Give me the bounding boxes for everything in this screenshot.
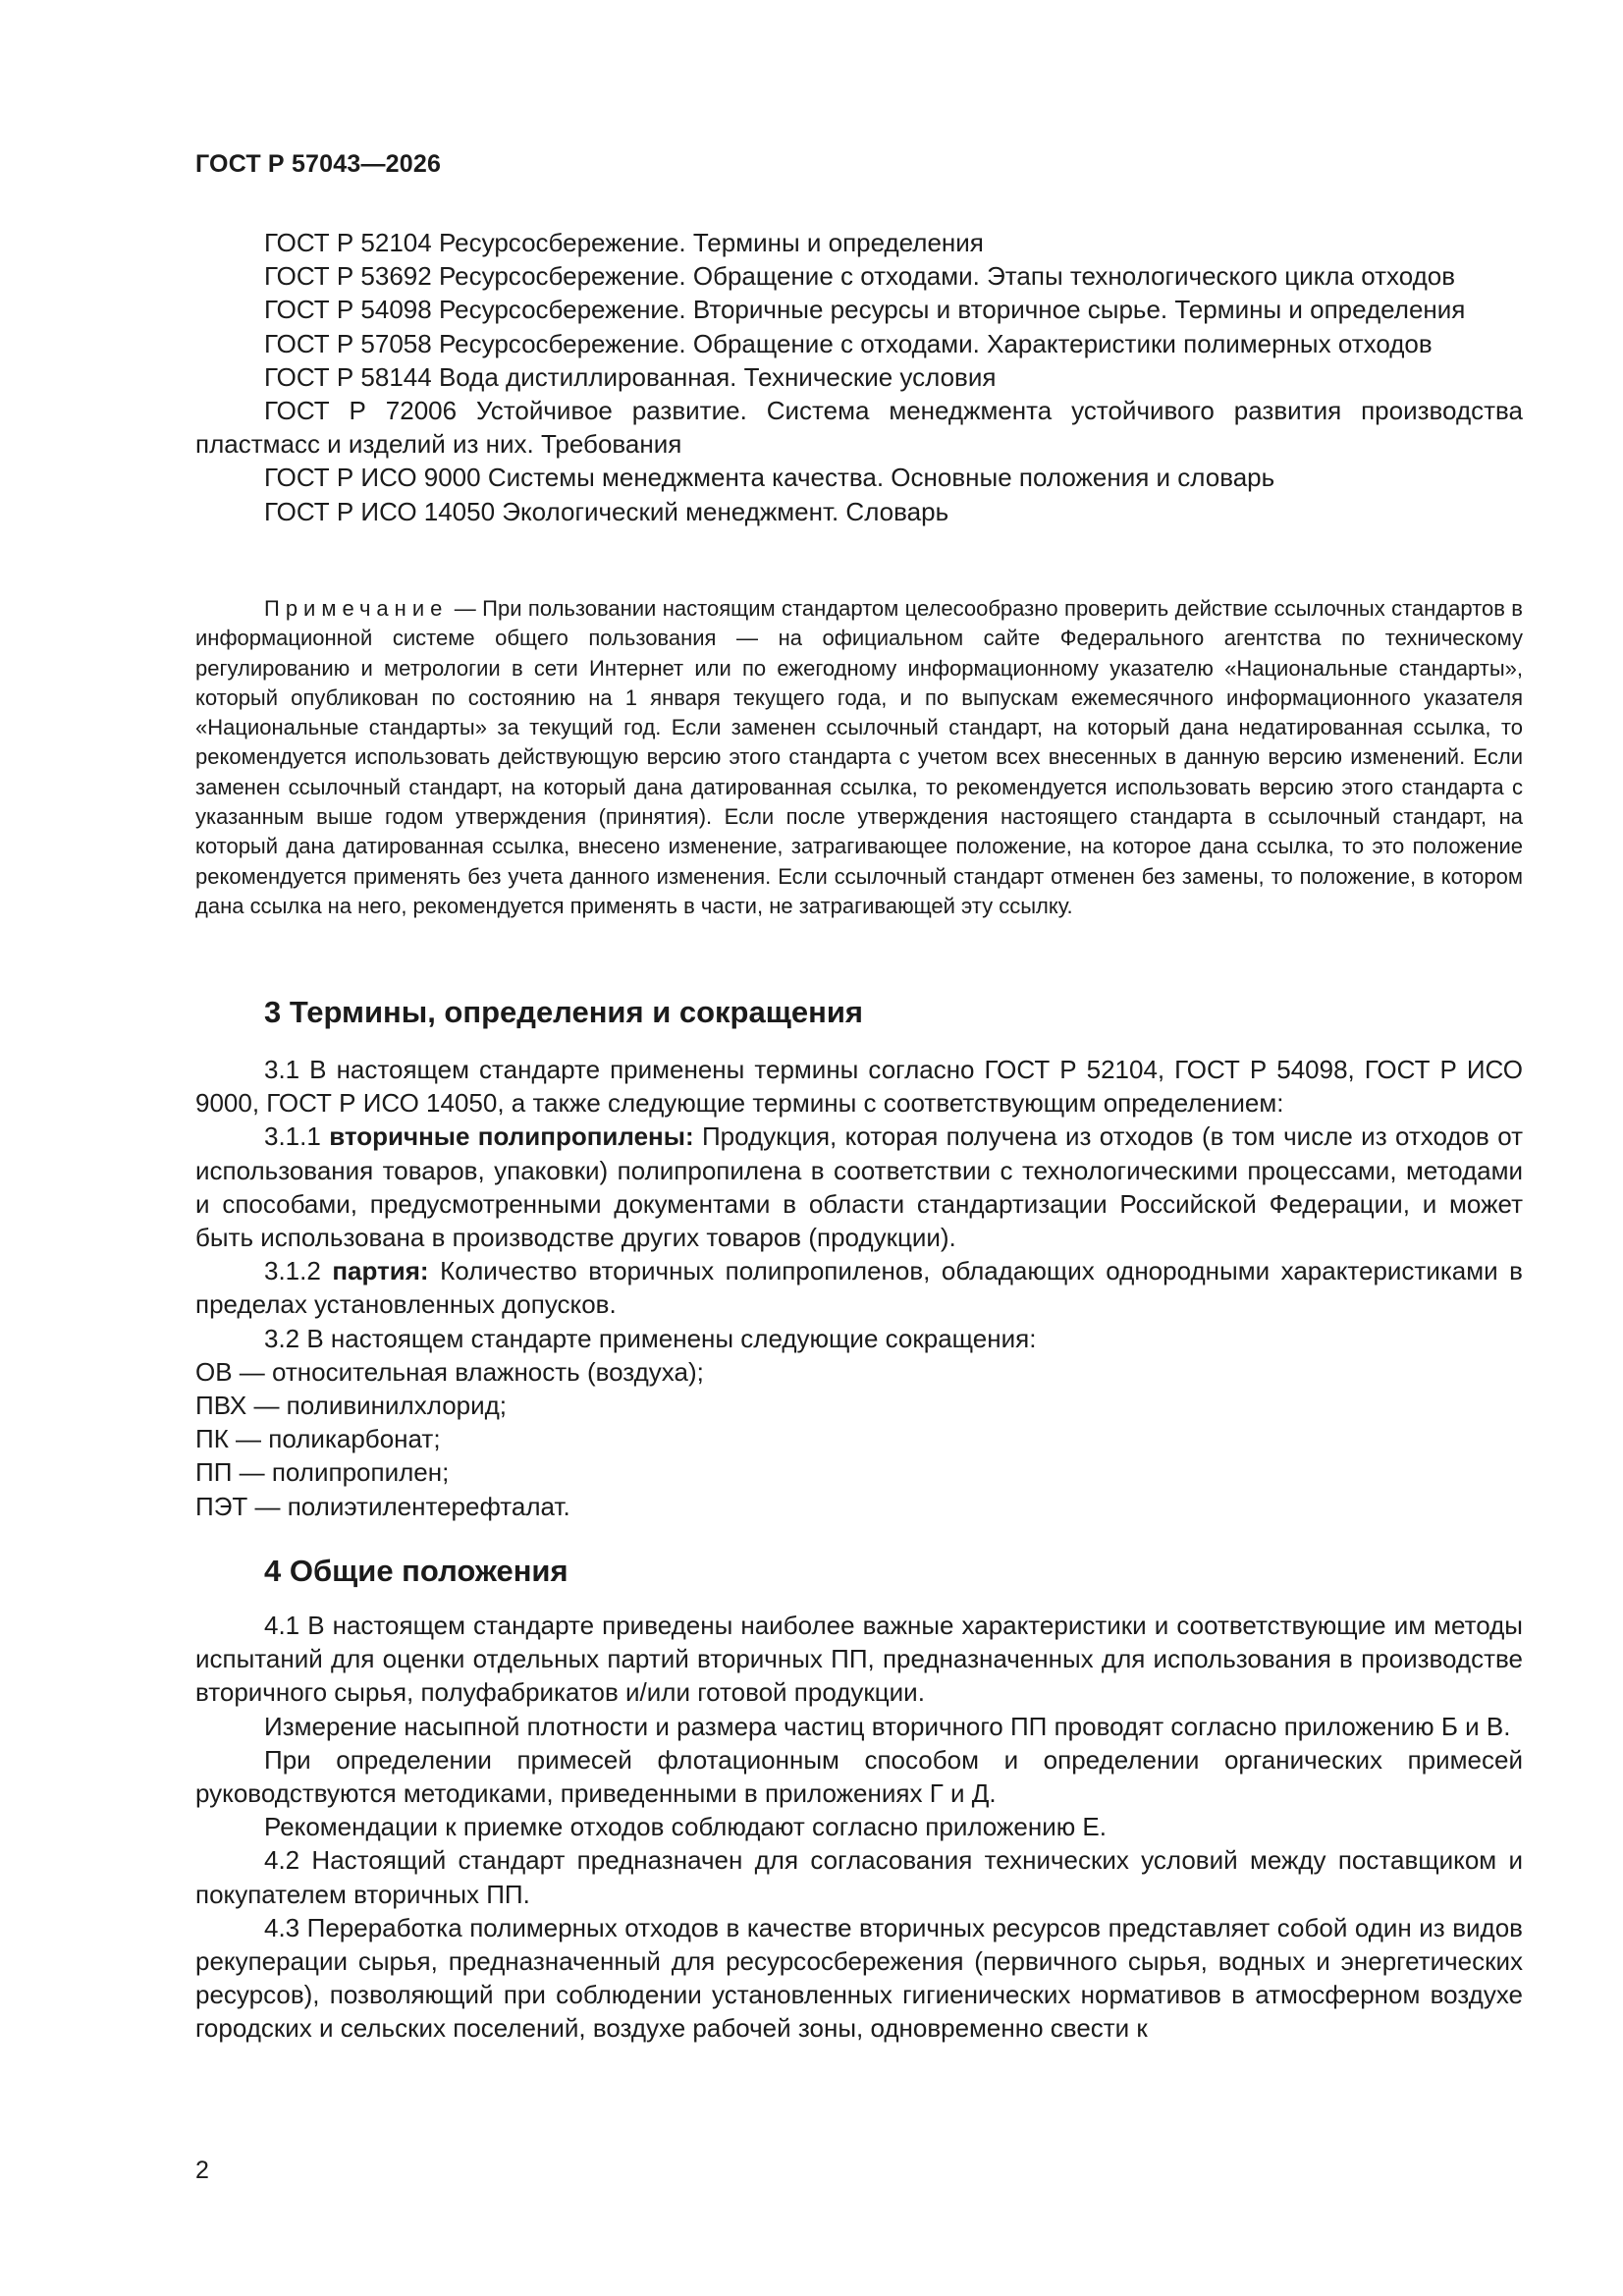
- defined-term: партия:: [332, 1256, 429, 1286]
- reference-item: ГОСТ Р 54098 Ресурсосбережение. Вторичные ресурсы и вторичное сырье. Термины и определения: [264, 295, 1466, 325]
- definition-text: Продукция, которая получена из отходов (в том числе из отходов от использования товаров, упаковки) полипропилена в соответствии с технологическими процессами, методами и способами, предусмотренными документами в области стандартизации Российской Федерации, и может быть использована в производстве других товаров (продукции).: [195, 1121, 1523, 1253]
- section-3-body: [195, 1053, 1523, 1523]
- reference-item: ГОСТ Р 53692 Ресурсосбережение. Обращение с отходами. Этапы технологического цикла отходов: [264, 261, 1456, 292]
- reference-item: ГОСТ Р ИСО 9000 Системы менеджмента качества. Основные положения и словарь: [264, 463, 1275, 493]
- paragraph: Измерение насыпной плотности и размера частиц вторичного ПП проводят согласно приложению Б и В.: [264, 1711, 1511, 1741]
- note-label: Примечание: [264, 596, 449, 621]
- page-number: 2: [195, 2157, 209, 2184]
- clause-number: 3.1.2: [264, 1256, 333, 1286]
- paragraph-3-2: 3.2 В настоящем стандарте применены следующие сокращения:: [264, 1323, 1037, 1353]
- references-note: [195, 594, 1523, 921]
- paragraph-3-1-2: [195, 1254, 1523, 1321]
- abbreviation-item: ОВ — относительная влажность (воздуха);: [195, 1356, 704, 1387]
- paragraph-3-1: 3.1 В настоящем стандарте применены термины согласно ГОСТ Р 52104, ГОСТ Р 54098, ГОСТ Р ИСО 9000, ГОСТ Р ИСО 14050, а также следующие термины с соответствующим определением:: [195, 1055, 1523, 1119]
- normative-references-list: [195, 226, 1523, 528]
- definition-text: Количество вторичных полипропиленов, обладающих однородными характеристиками в пределах установленных допусков.: [195, 1256, 1523, 1320]
- document-header: ГОСТ Р 57043—2026: [195, 150, 442, 178]
- paragraph-3-1-1: [195, 1120, 1523, 1254]
- abbreviation-item: ПВХ — поливинилхлорид;: [195, 1391, 508, 1421]
- paragraph: При определении примесей флотационным способом и определении органических примесей руководствуются методиками, приведенными в приложениях Г и Д.: [195, 1744, 1523, 1809]
- abbreviation-item: ПЭТ — полиэтилентерефталат.: [195, 1491, 570, 1521]
- defined-term: вторичные полипропилены:: [329, 1121, 694, 1152]
- paragraph-4-3: 4.3 Переработка полимерных отходов в качестве вторичных ресурсов представляет собой один из видов рекуперации сырья, предназначенный для ресурсосбережения (первичного сырья, водных и энергетических ресурсов), позволяющий при соблюдении установленных гигиенических нормативов в атмосферном воздухе городских и сельских поселений, воздухе рабочей зоны, одновременно свести к: [195, 1912, 1523, 2044]
- reference-item: ГОСТ Р 57058 Ресурсосбережение. Обращение с отходами. Характеристики полимерных отходов: [264, 328, 1433, 358]
- section-4-body: [195, 1609, 1523, 2046]
- clause-number: 3.1.1: [264, 1121, 330, 1152]
- section-3-heading: 3 Термины, определения и сокращения: [264, 995, 863, 1029]
- note-text: — При пользовании настоящим стандартом целесообразно проверить действие ссылочных стандартов в информационной системе общего пользования — на официальном сайте Федерального агентства по техническому регулированию и метрологии в сети Интернет или по ежегодному информационному указателю «Национальные стандарты», который опубликован по состоянию на 1 января текущего года, и по выпускам ежемесячного информационного указателя «Национальные стандарты» за текущий год. Если заменен ссылочный стандарт, на который дана недатированная ссылка, то рекомендуется использовать действующую версию этого стандарта с учетом всех внесенных в данную версию изменений. Если заменен ссылочный стандарт, на который дана датированная ссылка, то рекомендуется использовать версию этого стандарта с указанным выше годом утверждения (принятия). Если после утверждения настоящего стандарта в ссылочный стандарт, на который дана датированная ссылка, внесено изменение, затрагивающее положение, на которое дана ссылка, то это положение рекомендуется применять без учета данного изменения. Если ссылочный стандарт отменен без замены, то положение, в котором дана ссылка на него, рекомендуется применять в части, не затрагивающей эту ссылку.: [195, 596, 1523, 918]
- abbreviation-item: ПК — поликарбонат;: [195, 1424, 441, 1454]
- section-4-heading: 4 Общие положения: [264, 1554, 568, 1588]
- paragraph-4-1: 4.1 В настоящем стандарте приведены наиболее важные характеристики и соответствующие им методы испытаний для оценки отдельных партий вторичных ПП, предназначенных для использования в производстве вторичного сырья, полуфабрикатов и/или готовой продукции.: [195, 1611, 1523, 1708]
- reference-item: ГОСТ Р 72006 Устойчивое развитие. Система менеджмента устойчивого развития производства пластмасс и изделий из них. Требования: [195, 396, 1523, 460]
- abbreviation-item: ПП — полипропилен;: [195, 1457, 450, 1488]
- reference-item: ГОСТ Р ИСО 14050 Экологический менеджмент. Словарь: [264, 496, 949, 526]
- paragraph-4-2: 4.2 Настоящий стандарт предназначен для согласования технических условий между поставщиком и покупателем вторичных ПП.: [195, 1845, 1523, 1909]
- paragraph: Рекомендации к приемке отходов соблюдают согласно приложению Е.: [264, 1812, 1107, 1842]
- reference-item: ГОСТ Р 58144 Вода дистиллированная. Технические условия: [264, 361, 997, 392]
- reference-item: ГОСТ Р 52104 Ресурсосбережение. Термины и определения: [264, 228, 984, 257]
